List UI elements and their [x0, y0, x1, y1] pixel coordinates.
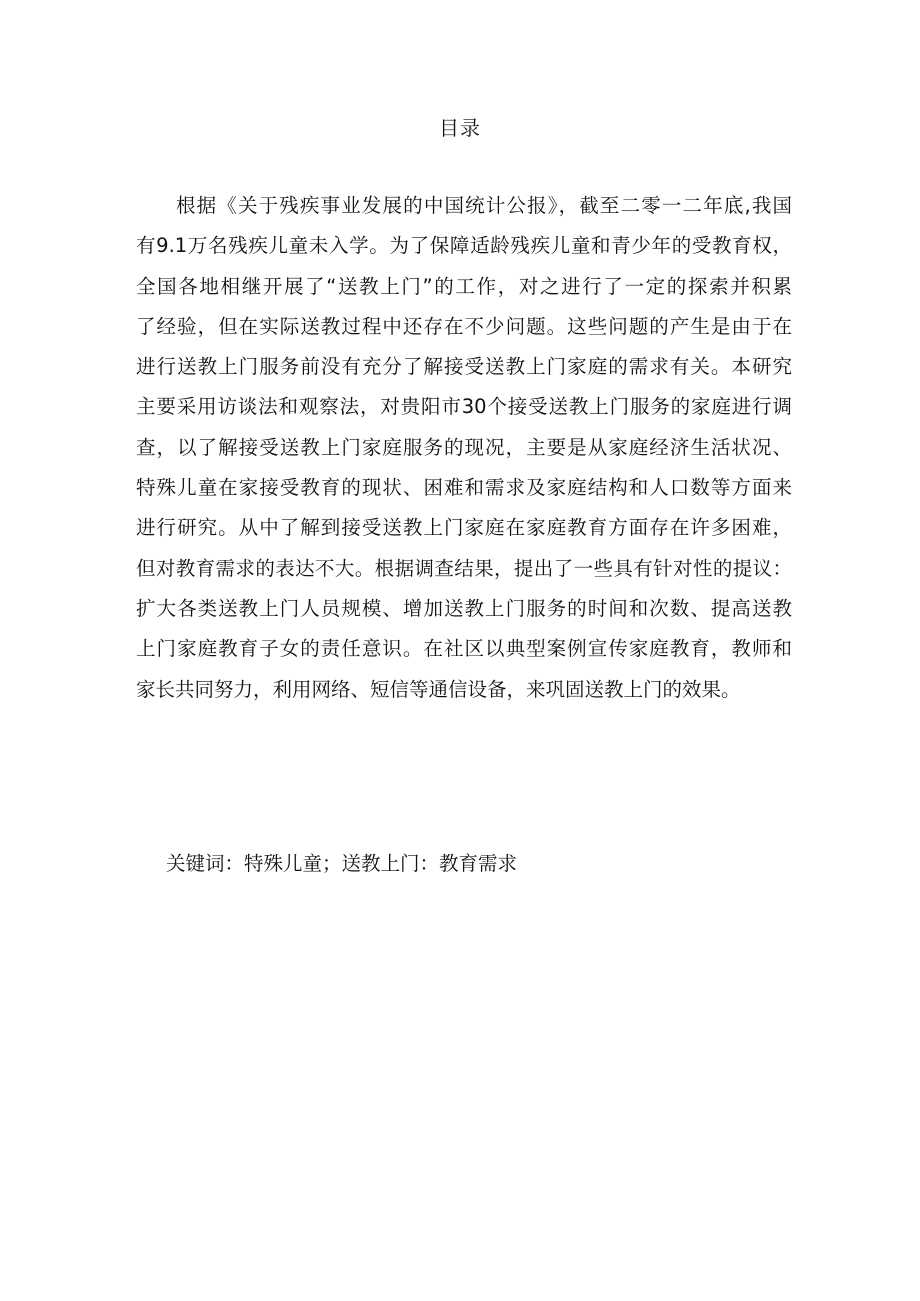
abstract-line: 主要采用访谈法和观察法，对贵阳市30个接受送教上门服务的家庭进行调	[136, 395, 792, 419]
abstract-line: 特殊儿童在家接受教育的现状、困难和需求及家庭结构和人口数等方面来	[136, 476, 792, 500]
page-title: 目录	[439, 116, 481, 140]
abstract-line: 有9.1万名残疾儿童未入学。为了保障适龄残疾儿童和青少年的受教育权，	[136, 234, 792, 258]
abstract-line: 但对教育需求的表达不大。根据调查结果，提出了一些具有针对性的提议：	[136, 556, 792, 580]
abstract-line: 查，以了解接受送教上门家庭服务的现况，主要是从家庭经济生活状况、	[136, 435, 792, 459]
abstract-line: 进行研究。从中了解到接受送教上门家庭在家庭教育方面存在许多困难，	[136, 516, 792, 540]
abstract-line: 全国各地相继开展了“送教上门”的工作，对之进行了一定的探索并积累	[136, 274, 792, 298]
abstract-line: 家长共同努力，利用网络、短信等通信设备，来巩固送教上门的效果。	[136, 677, 741, 701]
abstract-line: 了经验，但在实际送教过程中还存在不少问题。这些问题的产生是由于在	[136, 314, 792, 338]
abstract-line: 进行送教上门服务前没有充分了解接受送教上门家庭的需求有关。本研究	[136, 355, 792, 379]
keywords-line: 关键词：特殊儿童；送教上门：教育需求	[166, 852, 518, 875]
abstract-line: 上门家庭教育子女的责任意识。在社区以典型案例宣传家庭教育，教师和	[136, 637, 792, 661]
abstract-paragraph	[136, 186, 792, 710]
abstract-line: 根据《关于残疾事业发展的中国统计公报》，截至二零一二年底,我国	[176, 194, 792, 217]
abstract-line: 扩大各类送教上门人员规模、增加送教上门服务的时间和次数、提高送教	[136, 596, 792, 620]
